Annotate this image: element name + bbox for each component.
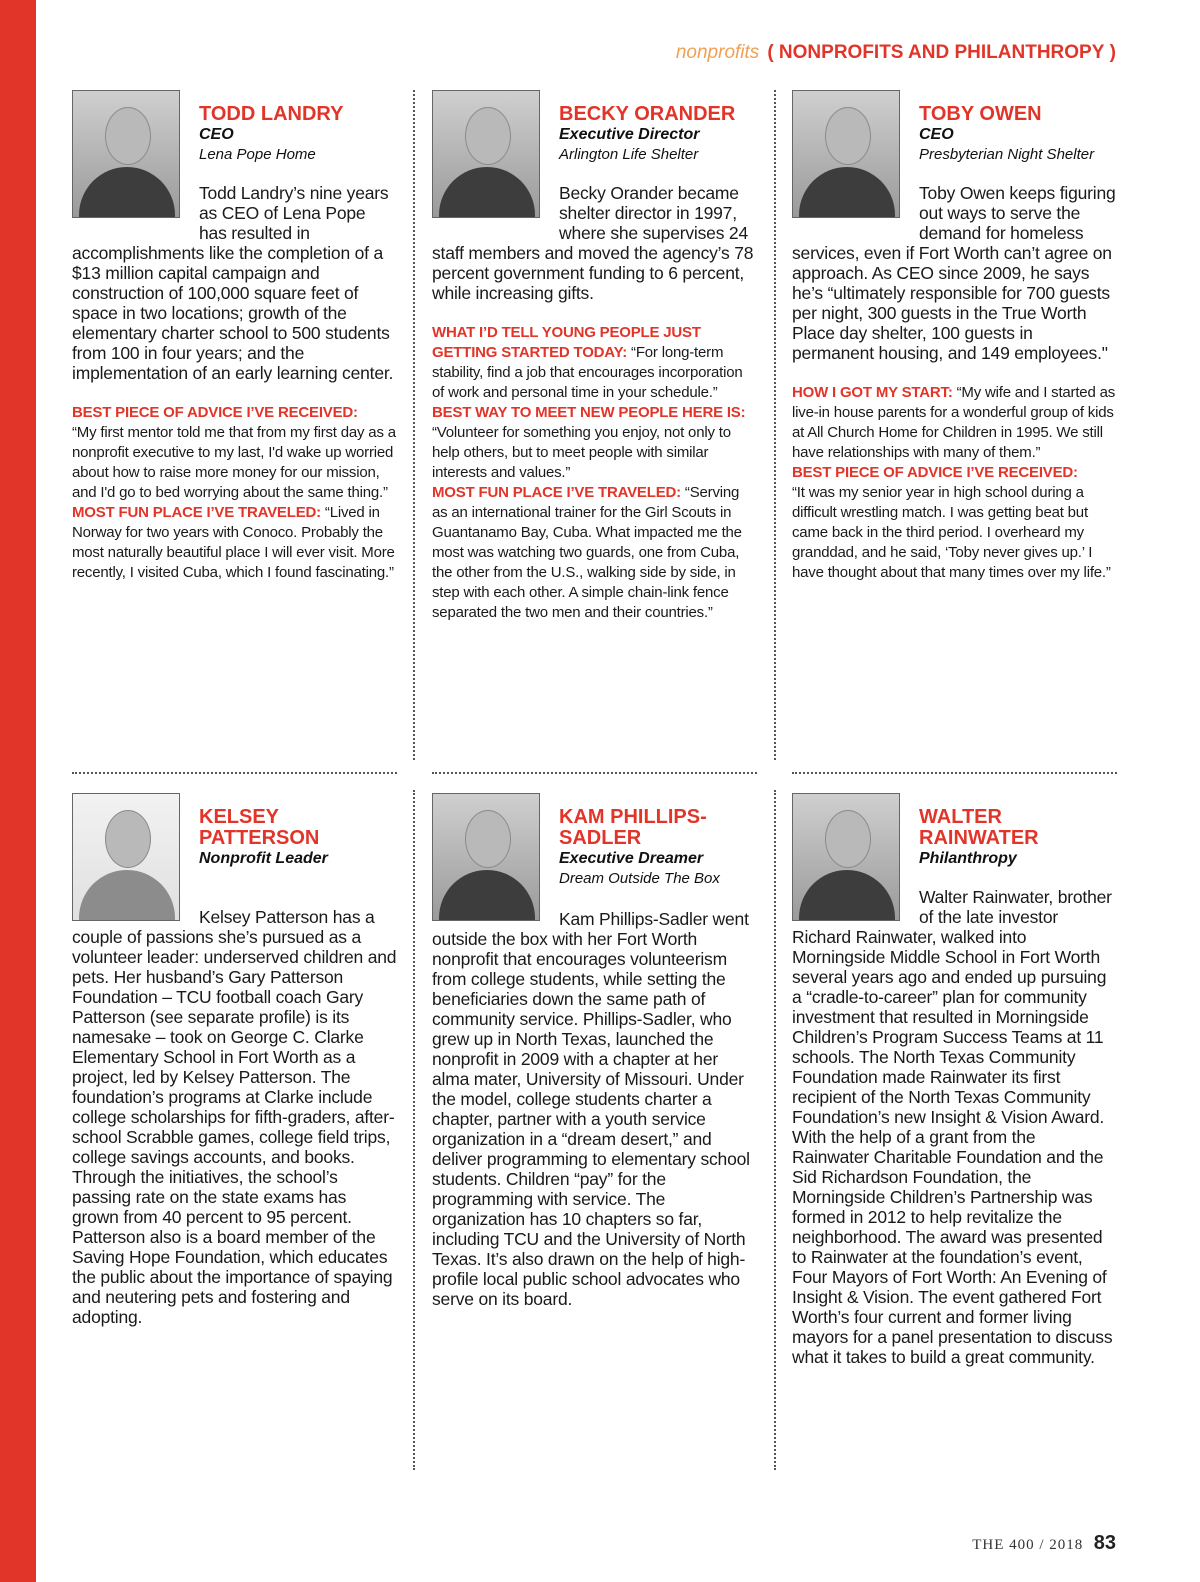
profile-kelsey-patterson xyxy=(72,793,397,1327)
profile-section-young-people xyxy=(432,323,757,403)
section-label: MOST FUN PLACE I’VE TRAVELED: xyxy=(432,484,681,501)
profile-intro: Toby Owen keeps figuring out ways to serve the demand for homeless services, even if Fort Worth can’t agree on approach. As CEO since 2009, he says he’s “ultimately responsible for 700 guests per night, 300 guests in the True Worth Place day shelter, 100 guests in permanent housing, and 149 employees." xyxy=(792,183,1116,363)
profile-name: TOBY OWEN xyxy=(919,103,1042,125)
profile-kam-phillips-sadler xyxy=(432,793,757,1309)
profile-title: Executive Director xyxy=(559,126,700,143)
profile-intro: Todd Landry’s nine years as CEO of Lena Pope has resulted in accomplishments like the completion of a $13 million capital campaign and construction of 100,000 square feet of space in two locations; growth of the elementary charter school to 500 students from 100 in four years; and the implementation of an early learning center. xyxy=(72,183,394,383)
profile-intro: Kelsey Patterson has a couple of passions she’s pursued as a volunteer leader: underserved children and pets. Her husband’s Gary Patterson Foundation – TCU football coach Gary Patterson (see separate profile) is its namesake – took on George C. Clarke Elementary School in Fort Worth as a project, led by Kelsey Patterson. The foundation’s programs at Clarke include college scholarships for fifth-graders, after-school Scrabble games, college field trips, college savings accounts, and books. Through the initiatives, the school’s passing rate on the state exams has grown from 40 percent to 95 percent. Patterson also is a board member of the Saving Hope Foundation, which educates the public about the importance of spaying and neutering pets and fostering and adopting. xyxy=(72,907,397,1327)
publication-name: THE 400 / 2018 xyxy=(972,1537,1084,1553)
column-divider-1-top xyxy=(413,90,415,760)
section-label: BEST WAY TO MEET NEW PEOPLE HERE IS: xyxy=(432,404,746,421)
profile-section-advice xyxy=(72,403,397,503)
profile-name: KELSEY PATTERSON xyxy=(199,806,320,849)
profile-org: Presbyterian Night Shelter xyxy=(919,146,1095,163)
row-divider-1 xyxy=(72,772,397,774)
section-label: MOST FUN PLACE I’VE TRAVELED: xyxy=(72,504,321,521)
header-close-paren: ) xyxy=(1109,42,1116,63)
page-number: 83 xyxy=(1093,1532,1116,1554)
section-label: WHAT I’D TELL YOUNG PEOPLE JUST GETTING STARTED TODAY: xyxy=(432,324,701,361)
profile-title: Executive Dreamer xyxy=(559,850,704,867)
section-text: “It was my senior year in high school during a difficult wrestling match. I was getting beat but came back in the third period. I overheard my granddad, and he said, ‘Toby never gives up.’ I have thought about that many times over my life.” xyxy=(792,484,1111,581)
profile-title: Nonprofit Leader xyxy=(199,850,328,867)
page-header xyxy=(676,42,1116,64)
profile-name: WALTER RAINWATER xyxy=(919,806,1039,849)
profile-intro: Kam Phillips-Sadler went outside the box with her Fort Worth nonprofit that encourages volunteerism from college students, while setting the beneficiaries down the same path of community service. Phillips-Sadler, who grew up in North Texas, launched the nonprofit in 2009 with a chapter at her alma mater, University of Missouri. Under the model, college students charter a chapter, partner with a youth service organization in a “dream desert,” and deliver programming to elementary school students. Children “pay” for the programming with service. The organization has 10 chapters so far, including TCU and the University of North Texas. It’s also drawn on the help of high-profile local public school advocates who serve on its board. xyxy=(432,909,750,1309)
section-label: nonprofits xyxy=(675,42,760,63)
profile-title: CEO xyxy=(199,126,234,143)
profile-name: KAM PHILLIPS-SADLER xyxy=(559,806,707,849)
profile-photo xyxy=(72,90,180,218)
column-divider-2-top xyxy=(774,90,776,760)
section-text: “My first mentor told me that from my first day as a nonprofit executive to my last, I'd wake up worried about how to raise more money for our mission, and I'd go to bed worrying about the same thing.” xyxy=(72,424,396,501)
profile-section-start xyxy=(792,383,1117,463)
profile-photo xyxy=(792,90,900,218)
section-label: BEST PIECE OF ADVICE I’VE RECEIVED: xyxy=(72,404,358,421)
profile-org: Dream Outside The Box xyxy=(559,870,720,887)
left-accent-bar xyxy=(0,0,36,1582)
profile-photo xyxy=(432,793,540,921)
profile-photo xyxy=(792,793,900,921)
profile-intro: Walter Rainwater, brother of the late investor Richard Rainwater, walked into Morningside Middle School in Fort Worth several years ago and ended up pursuing a “cradle-to-career” plan for community investment that resulted in Morningside Children’s Program Success Teams at 11 schools. The North Texas Community Foundation made Rainwater its first recipient of the North Texas Community Foundation’s new Insight & Vision Award. With the help of a grant from the Rainwater Charitable Foundation and the Sid Richardson Foundation, the Morningside Children’s Partnership was formed in 2012 to help revitalize the neighborhood. The award was presented to Rainwater at the foundation’s event, Four Mayors of Fort Worth: An Evening of Insight & Vision. The event gathered Fort Worth’s four current and former living mayors for a panel presentation to discuss what it takes to build a great community. xyxy=(792,887,1113,1367)
profile-org: Lena Pope Home xyxy=(199,146,316,163)
column-divider-1-bottom xyxy=(413,790,415,1470)
section-label: HOW I GOT MY START: xyxy=(792,384,953,401)
header-open-paren: ( xyxy=(767,42,774,63)
profile-walter-rainwater xyxy=(792,793,1117,1367)
profile-section-meet-people xyxy=(432,403,757,483)
profile-title: CEO xyxy=(919,126,954,143)
section-text: “Serving as an international trainer for the Girl Scouts in Guantanamo Bay, Cuba. What impacted me the most was watching two guards, one from Cuba, the other from the U.S., walking side by side, in step with each other. A simple chain-link fence separated the two men and their countries.” xyxy=(432,484,742,621)
section-title: NONPROFITS AND PHILANTHROPY xyxy=(778,42,1105,63)
profile-section-advice xyxy=(792,463,1117,583)
profile-org: Arlington Life Shelter xyxy=(559,146,699,163)
profile-photo xyxy=(432,90,540,218)
profile-intro: Becky Orander became shelter director in 1997, where she supervises 24 staff members and moved the agency’s 78 percent government funding to 6 percent, while increasing gifts. xyxy=(432,183,754,303)
profile-section-travel xyxy=(72,503,397,583)
column-divider-2-bottom xyxy=(774,790,776,1470)
row-divider-3 xyxy=(792,772,1117,774)
profile-title: Philanthropy xyxy=(919,850,1017,867)
profile-section-travel xyxy=(432,483,757,623)
profile-photo xyxy=(72,793,180,921)
page-footer xyxy=(972,1532,1116,1555)
section-label: BEST PIECE OF ADVICE I’VE RECEIVED: xyxy=(792,464,1078,481)
section-text: “Lived in Norway for two years with Conoco. Probably the most naturally beautiful place I will ever visit. More recently, I visited Cuba, which I found fascinating.” xyxy=(72,504,395,581)
profile-toby-owen xyxy=(792,90,1117,583)
profile-name: TODD LANDRY xyxy=(199,103,344,125)
section-text: “My wife and I started as live-in house parents for a wonderful group of kids at All Church Home for Children in 1995. We still have relationships with many of them.” xyxy=(792,384,1116,461)
profile-name: BECKY ORANDER xyxy=(559,103,736,125)
profile-todd-landry xyxy=(72,90,397,583)
section-text: “Volunteer for something you enjoy, not only to help others, but to meet people with similar interests and values.” xyxy=(432,424,731,481)
row-divider-2 xyxy=(432,772,757,774)
section-text: “For long-term stability, find a job that encourages incorporation of work and personal time in your schedule.” xyxy=(432,344,743,401)
profile-becky-orander xyxy=(432,90,757,623)
